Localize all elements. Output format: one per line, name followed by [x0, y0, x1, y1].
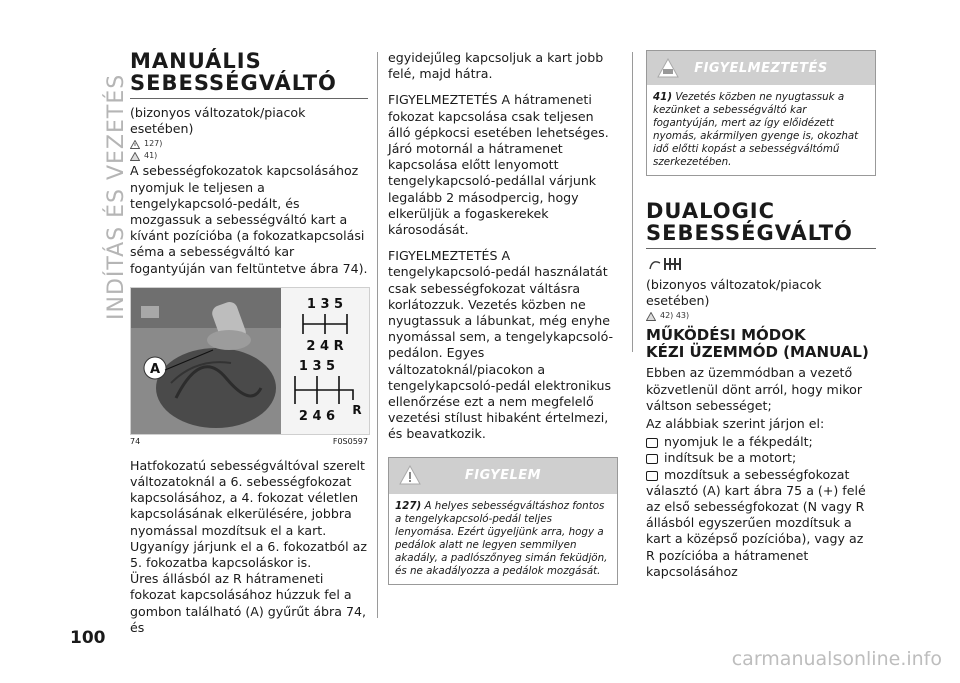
gear-lever-illustration	[131, 288, 369, 434]
warning-text: A helyes sebességváltáshoz fontos a tengelykapcsoló-pedál teljes lenyomása. Ezért ügyeljünk arra, hogy a pedálok alatt ne legyen semmilyen akadály, a padlószőnyeg simán feküdjön, és ne akadályozza a pedálok mozgását.	[395, 499, 608, 577]
caution-triangle-icon	[130, 152, 140, 161]
page-number: 100	[70, 628, 106, 648]
subsection-title-line1: MŰKÖDÉSI MÓDOK	[646, 326, 806, 345]
column-2	[388, 50, 618, 585]
paragraph-steps-intro: Az alábbiak szerint járjon el:	[646, 416, 825, 432]
figure-caption	[130, 437, 368, 446]
checkbox-bullet-icon	[646, 471, 658, 481]
column-divider	[632, 52, 633, 352]
availability-note: (bizonyos változatok/piacok esetében)	[646, 277, 822, 309]
side-section-title-text: INDÍTÁS ÉS VEZETÉS	[104, 73, 129, 320]
section-title-manual	[130, 50, 368, 94]
section-rule	[646, 248, 876, 249]
caution-refs-42-43[interactable]	[646, 311, 876, 321]
section-title-line2: SEBESSÉGVÁLTÓ	[130, 71, 337, 95]
section-title-line1: DUALOGIC	[646, 199, 776, 223]
caution-body	[647, 85, 875, 175]
subsection-title-line2: KÉZI ÜZEMMÓD (MANUAL)	[646, 343, 869, 362]
ref-label: 41)	[144, 151, 158, 161]
pattern-5speed-top: 1 3 5	[306, 296, 344, 312]
caution-title: FIGYELMEZTETÉS	[694, 60, 828, 76]
paragraph-clutch-warning: FIGYELMEZTETÉS A tengelykapcsoló-pedál használatát csak sebességfokozat váltásra korlátozzuk. Vezetés közben ne nyugtassuk a lábunkat, még enyhe nyomással sem, a tengelykapcsoló-pedálon. Egyes változatoknál/piacokon a tengelykapcsoló-pedál elektronikus ellenőrzése ezt a nem megfelelő vezetési stílust hibaként értelmezi, és beavatkozik.	[388, 248, 614, 442]
caution-triangle-icon	[646, 312, 656, 321]
pattern-6speed-bottom: 2 4 6	[298, 408, 336, 424]
pattern-5speed-bottom: 2 4 R	[306, 338, 344, 354]
list-item	[646, 467, 876, 483]
list-item-text: indítsuk be a motort;	[664, 450, 797, 466]
ref-label: 42) 43)	[660, 311, 690, 321]
warning-box-figyelem	[388, 457, 618, 585]
list-item	[646, 434, 876, 450]
gearbox-symbol-icon	[646, 255, 696, 273]
figure-74-gear-lever	[130, 287, 370, 435]
paragraph-selector: választó (A) kart ábra 75 a (+) felé az első sebességfokozat (N vagy R állásból egyszerűen mozdítsuk a kart a középső pozícióba), vagy az R pozícióba a hátramenet kapcsolásához	[646, 482, 866, 579]
list-item-text: nyomjuk le a fékpedált;	[664, 434, 813, 450]
pattern-6speed-top: 1 3 5	[298, 358, 336, 374]
warning-number: 127)	[395, 499, 422, 512]
caution-ref-41[interactable]	[130, 151, 368, 161]
subsection-title-modes	[646, 327, 876, 361]
warning-header	[389, 458, 617, 494]
side-section-title	[60, 30, 129, 330]
warning-title: FIGYELEM	[464, 468, 542, 484]
figure-code: F0S0597	[332, 436, 368, 446]
column-1	[130, 50, 368, 646]
section-title-dualogic	[646, 200, 876, 244]
checkbox-bullet-icon	[646, 438, 658, 448]
ref-label: 127)	[144, 139, 163, 149]
checkbox-bullet-icon	[646, 454, 658, 464]
section-rule	[130, 98, 368, 99]
paragraph-manual-mode: Ebben az üzemmódban a vezető közvetlenül dönt arról, hogy mikor váltson sebességet;	[646, 365, 863, 413]
section-title-line1: MANUÁLIS	[130, 49, 262, 73]
watermark-text[interactable]: carmanualsonline.info	[731, 648, 942, 670]
warning-box-figyelmeztetes	[646, 50, 876, 176]
availability-note: (bizonyos változatok/piacok esetében)	[130, 105, 306, 137]
paragraph-reverse-warning: FIGYELMEZTETÉS A hátrameneti fokozat kapcsolása csak teljesen álló gépkocsi esetében lehetséges. Járó motornál a hátramenet kapcsolása előtt lenyomott tengelykapcsoló-pedállal várjunk legalább 2 másodpercig, hogy elkerüljük a fogaskerekek károsodását.	[388, 92, 609, 238]
section-title-line2: SEBESSÉGVÁLTÓ	[646, 221, 853, 245]
column-divider	[377, 52, 378, 618]
caution-text: Vezetés közben ne nyugtassuk a kezünket a sebességváltó kar fogantyúján, mert az így előidézett nyomás, akármilyen gyenge is, okozhat idő előtti kopást a sebességváltómű szerkezetében.	[653, 91, 859, 168]
paragraph-continue: egyidejűleg kapcsoljuk a kart jobb felé, majd hátra.	[388, 50, 604, 82]
list-item	[646, 450, 876, 466]
figure-label-a: A	[149, 361, 161, 377]
figure-number: 74	[130, 436, 141, 446]
list-item-text: mozdítsuk a sebességfokozat	[664, 466, 850, 482]
caution-triangle-icon	[657, 57, 679, 79]
warning-triangle-icon	[130, 140, 140, 149]
pattern-6speed-reverse: R	[352, 402, 362, 417]
caution-number: 41)	[653, 91, 673, 103]
caution-header	[647, 51, 875, 85]
paragraph-sixth-gear: Hatfokozatú sebességváltóval szerelt változatoknál a 6. sebességfokozat kapcsolásához, a 4. fokozat véletlen kapcsolásának elkerülésére, jobbra nyomással mozdítsuk el a kart. Ugyanígy járjunk el a 6. fokozatból az 5. fokozatba kapcsoláskor is. Üres állásból az R hátrameneti fokozat kapcsolásához húzzuk fel a gombon található (A) gyűrűt ábra 74, és	[130, 457, 367, 635]
warning-triangle-icon	[399, 464, 421, 486]
warning-body	[389, 494, 617, 584]
warning-ref-127[interactable]	[130, 139, 368, 149]
paragraph-shift-procedure: A sebességfokozatok kapcsolásához nyomjuk le teljesen a tengelykapcsoló-pedált, és mozgassuk a sebességváltó kart a kívánt pozícióba (a fokozatkapcsolási séma a sebességváltó kar fogantyúján van feltüntetve ábra 74).	[130, 163, 368, 276]
column-3	[646, 50, 876, 590]
